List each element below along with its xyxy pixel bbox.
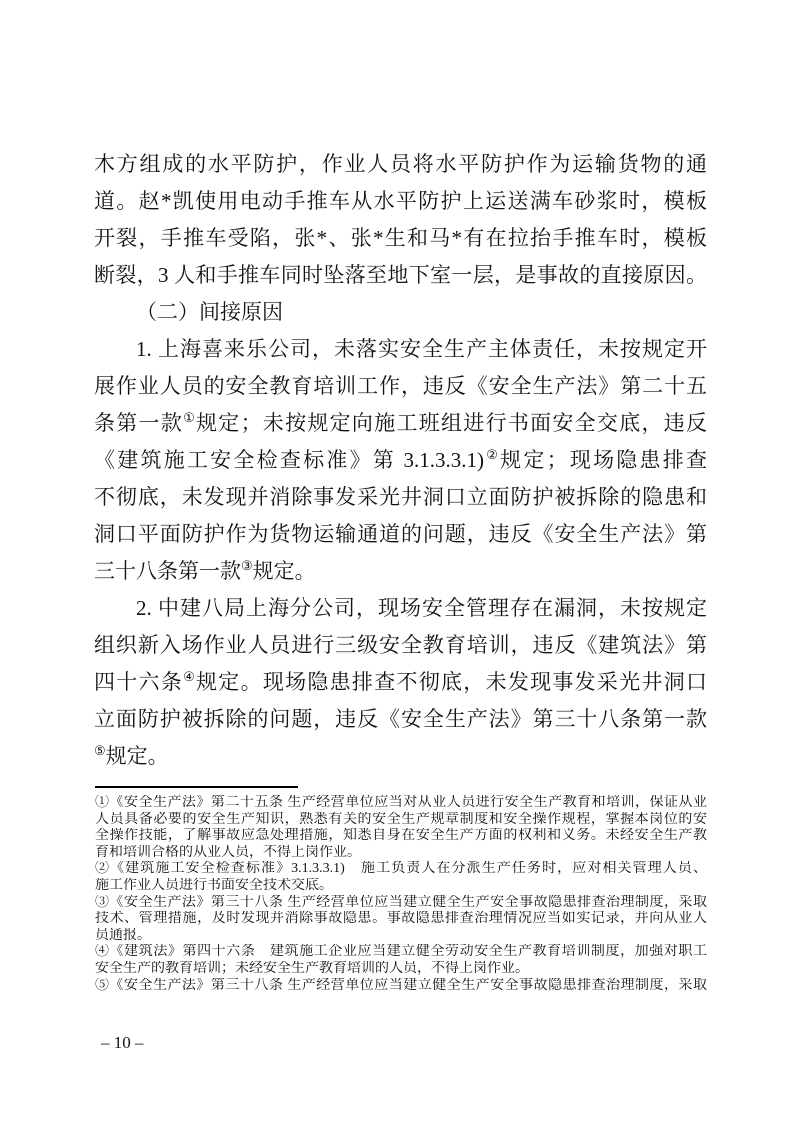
body-line: 道。赵*凯使用电动手推车从水平防护上运送满车砂浆时，模板 <box>94 189 707 213</box>
footnote-line: 育和培训合格的从业人员，不得上岗作业。 <box>95 844 361 860</box>
body-line: 木方组成的水平防护，作业人员将水平防护作为运输货物的通 <box>94 152 707 176</box>
body-line: 1. 上海喜来乐公司，未落实安全生产主体责任，未按规定开 <box>136 337 707 361</box>
body-text <box>94 146 707 775</box>
body-line: ⑤规定。 <box>94 743 169 768</box>
page-number: – 10 – <box>101 1033 144 1052</box>
footnote-separator <box>95 786 298 788</box>
body-line: 组织新入场作业人员进行三级安全教育培训，违反《建筑法》第 <box>94 633 707 657</box>
body-line: 《建筑施工安全检查标准》第 3.1.3.3.1)②规定；现场隐患排查 <box>94 447 707 472</box>
body-line: 断裂，3 人和手推车同时坠落至地下室一层，是事故的直接原因。 <box>94 263 707 287</box>
footnote-line: 员通报。 <box>95 927 151 943</box>
section-heading: （二）间接原因 <box>136 300 283 324</box>
footnote-line: 技术、管理措施，及时发现并消除事故隐患。事故隐患排查治理情况应当如实记录，并向从业人 <box>95 911 707 927</box>
body-line: 展作业人员的安全教育培训工作，违反《安全生产法》第二十五 <box>94 374 707 398</box>
footnotes <box>95 795 707 994</box>
body-line: 2. 中建八局上海分公司，现场安全管理存在漏洞，未按规定 <box>136 596 707 620</box>
body-line: 洞口平面防护作为货物运输通道的问题，违反《安全生产法》第 <box>94 522 707 546</box>
footnote-line: ③《安全生产法》第三十八条 生产经营单位应当建立健全生产安全事故隐患排查治理制度，采取 <box>95 894 707 910</box>
body-line: 条第一款①规定；未按规定向施工班组进行书面安全交底，违反 <box>94 410 707 435</box>
body-line: 四十六条④规定。现场隐患排查不彻底，未发现事发采光井洞口 <box>94 669 707 694</box>
body-line: 三十八条第一款③规定。 <box>94 558 316 583</box>
footnote-line: 人员具备必要的安全生产知识，熟悉有关的安全生产规章制度和安全操作规程，掌握本岗位的安 <box>95 811 707 827</box>
footnote-line: ⑤《安全生产法》第三十八条 生产经营单位应当建立健全生产安全事故隐患排查治理制度，采取 <box>95 977 707 993</box>
footnote-line: 施工作业人员进行书面安全技术交底。 <box>95 877 333 893</box>
body-line: 开裂，手推车受陷，张*、张*生和马*有在拉抬手推车时，模板 <box>94 226 707 250</box>
body-line: 立面防护被拆除的问题，违反《安全生产法》第三十八条第一款 <box>94 707 707 731</box>
footnote-line: 全操作技能，了解事故应急处理措施，知悉自身在安全生产方面的权利和义务。未经安全生产教 <box>95 828 707 844</box>
footnote-line: ②《建筑施工安全检查标准》3.1.3.3.1) 施工负责人在分派生产任务时，应对相关管理人员、 <box>95 861 707 877</box>
footnote-line: 安全生产的教育培训；未经安全生产教育培训的人员，不得上岗作业。 <box>95 960 529 976</box>
body-line: 不彻底，未发现并消除事发采光井洞口立面防护被拆除的隐患和 <box>94 485 707 509</box>
footnote-line: ①《安全生产法》第二十五条 生产经营单位应当对从业人员进行安全生产教育和培训，保证从业 <box>95 795 707 810</box>
footnote-line: ④《建筑法》第四十六条 建筑施工企业应当建立健全劳动安全生产教育培训制度，加强对职工 <box>95 944 707 960</box>
